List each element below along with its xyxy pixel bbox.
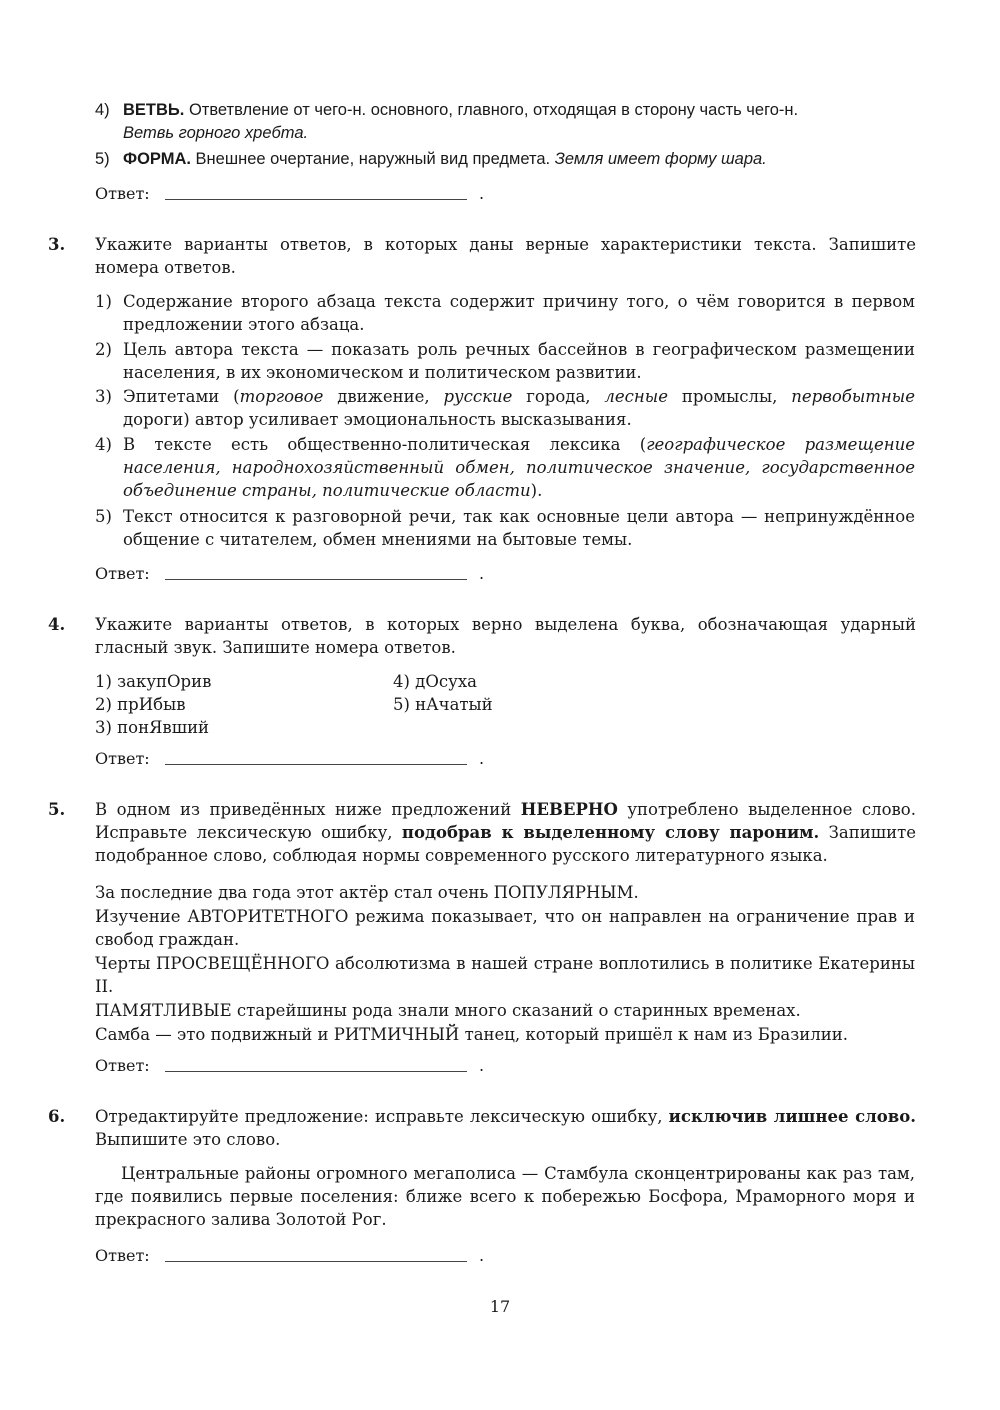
word-2: 2) прИбыв <box>95 695 186 714</box>
passage: Центральные районы огромного мегаполиса — Стамбула сконцентрированы как раз там, где появились первые поселения: ближе всего к побережью Босфора, Мраморного моря и прекрасного залива Золотой Рог. <box>95 1164 915 1229</box>
answer-label: Ответ: <box>95 749 150 768</box>
answer-line[interactable] <box>165 1261 467 1262</box>
sentence-5: Самба — это подвижный и РИТМИЧНЫЙ танец, который пришёл к нам из Бразилии. <box>95 1025 848 1044</box>
task-text: Отредактируйте предложение: исправьте лексическую ошибку, исключив лишнее слово. Выпишите это слово. <box>95 1107 916 1149</box>
word-1: 1) закупОрив <box>95 672 212 691</box>
task-3 <box>48 233 916 279</box>
task-number: 3. <box>48 235 66 254</box>
word-3: 3) понЯвший <box>95 718 210 737</box>
page-number: 17 <box>489 1297 511 1316</box>
sentence-3: Черты ПРОСВЕЩЁННОГО абсолютизма в нашей стране воплотились в политике Екатерины II. <box>95 954 915 996</box>
definition: Ответвление от чего-н. основного, главного, отходящая в сторону часть чего-н. <box>188 101 799 119</box>
sentence-2: Изучение АВТОРИТЕТНОГО режима показывает, что он направлен на ограничение прав и свобод граждан. <box>95 907 915 949</box>
example: Ветвь горного хребта. <box>123 124 309 142</box>
answer-field[interactable]: Ответ: . <box>95 184 485 203</box>
example: Земля имеет форму шара. <box>554 150 767 168</box>
task-text: Укажите варианты ответов, в которых верно выделена буква, обозначающая ударный гласный звук. Запишите номера ответов. <box>95 615 916 657</box>
task-4 <box>48 613 916 659</box>
task-number: 4. <box>48 615 66 634</box>
sentence-4: ПАМЯТЛИВЫЕ старейшины рода знали много сказаний о старинных временах. <box>95 1001 801 1020</box>
answer-field[interactable]: Ответ: . <box>95 564 485 583</box>
task-6 <box>48 1105 916 1151</box>
answer-line[interactable] <box>165 764 467 765</box>
answer-label: Ответ: <box>95 564 150 583</box>
definition: Внешнее очертание, наружный вид предмета. <box>195 150 551 168</box>
option-4-vetv: 4) ВЕТВЬ. Ответвление от чего-н. основного, главного, отходящая в сторону часть чего-н. Ветвь горного хребта. <box>95 101 799 142</box>
word-4: 4) дОсуха <box>393 672 477 691</box>
task-text: Укажите варианты ответов, в которых даны верные характеристики текста. Запишите номера ответов. <box>95 235 916 277</box>
answer-line[interactable] <box>165 1071 467 1072</box>
answer-line[interactable] <box>165 199 467 200</box>
task-text: В одном из приведённых ниже предложений НЕВЕРНО употреблено выделенное слово. Исправьте лексическую ошибку, подобрав к выделенному слову пароним. Запишите подобранное слово, соблюдая нормы современного русского литературного языка. <box>95 800 916 865</box>
task-number: 5. <box>48 800 66 819</box>
task-5 <box>48 798 916 867</box>
answer-field[interactable]: Ответ: . <box>95 1246 485 1265</box>
answer-line[interactable] <box>165 579 467 580</box>
headword: ВЕТВЬ. <box>123 101 185 119</box>
answer-field[interactable]: Ответ: . <box>95 1056 485 1075</box>
task-number: 6. <box>48 1107 66 1126</box>
task3-option-2: 2) Цель автора текста — показать роль речных бассейнов в географическом размещении населения, в их экономическом и политическом развитии. <box>95 340 915 382</box>
option-5-forma: 5) ФОРМА. Внешнее очертание, наружный вид предмета. Земля имеет форму шара. <box>95 150 767 168</box>
answer-label: Ответ: <box>95 184 150 203</box>
answer-label: Ответ: <box>95 1056 150 1075</box>
task3-option-4: 4) В тексте есть общественно-политическая лексика (географическое размещение населения, народнохозяйственный обмен, политическое значение, государственное объединение страны, политические области). <box>95 435 915 500</box>
task3-option-5: 5) Текст относится к разговорной речи, так как основные цели автора — непринуждённое общение с читателем, обмен мнениями на бытовые темы. <box>95 507 915 549</box>
sentence-1: За последние два года этот актёр стал очень ПОПУЛЯРНЫМ. <box>95 883 639 902</box>
word-5: 5) нАчатый <box>393 695 493 714</box>
answer-label: Ответ: <box>95 1246 150 1265</box>
task3-option-1: 1) Содержание второго абзаца текста содержит причину того, о чём говорится в первом предложении этого абзаца. <box>95 292 915 334</box>
task3-option-3: 3) Эпитетами (торговое движение, русские города, лесные промыслы, первобытные дороги) автор усиливает эмоциональность высказывания. <box>95 387 915 429</box>
answer-field[interactable]: Ответ: . <box>95 749 485 768</box>
headword: ФОРМА. <box>123 150 191 168</box>
